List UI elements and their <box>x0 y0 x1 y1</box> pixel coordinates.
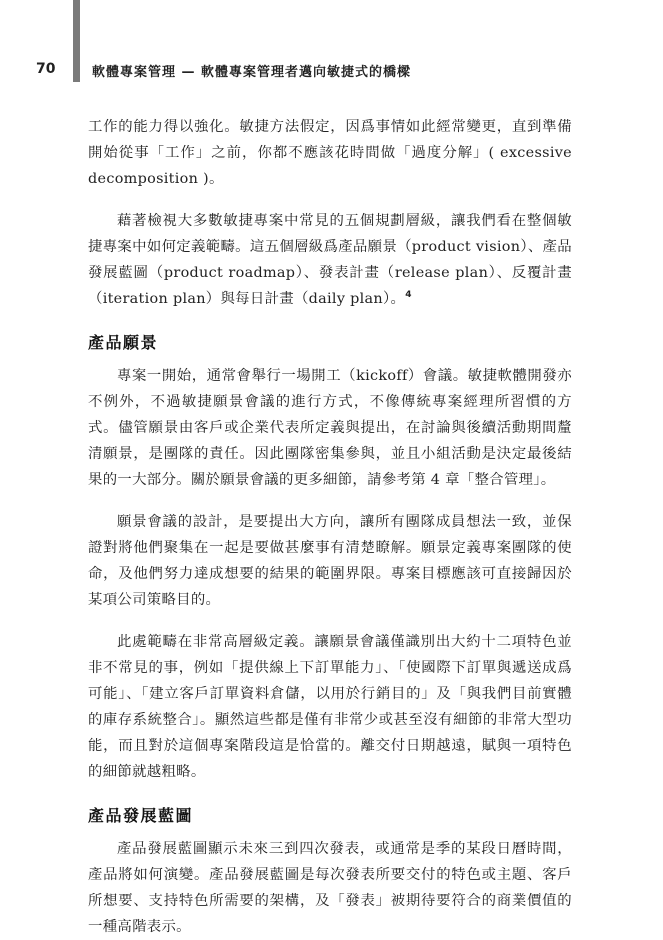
paragraph: 此處範疇在非常高層級定義。讓願景會議僅識別出大約十二項特色並非不常見的事，例如「提供線上下訂單能力」、「使國際下訂單與遞送成爲可能」、「建立客戶訂單資料倉儲，以用於行銷目的」及「與我們目前實體的庫存系統整合」。顯然這些都是僅有非常少或甚至沒有細節的非常大型功能，而且對於這個專案階段這是恰當的。離交付日期越遠，賦與一項特色的細節就越粗略。 <box>88 634 572 780</box>
footnote-marker: 4 <box>405 290 412 301</box>
paragraph: 願景會議的設計，是要提出大方向，讓所有團隊成員想法一致，並保證對將他們聚集在一起是要做甚麼事有清楚瞭解。願景定義專案團隊的使命，及他們努力達成想要的結果的範圍界限。專案目標應該可直接歸因於某項公司策略目的。 <box>88 514 572 608</box>
paragraph: 專案一開始，通常會舉行一場開工（kickoff）會議。敏捷軟體開發亦不例外，不過敏捷願景會議的進行方式，不像傳統專案經理所習慣的方式。儘管願景由客戶或企業代表所定義與提出，在討論與後續活動期間釐清願景，是團隊的責任。因此團隊密集參與，並且小組活動是決定最後結果的一大部分。關於願景會議的更多細節，請參考第 4 章「整合管理」。 <box>88 368 572 488</box>
section-heading: 產品願景 <box>88 333 159 352</box>
section-heading: 產品發展藍圖 <box>88 806 194 825</box>
paragraph <box>88 208 572 312</box>
page-header <box>0 60 663 82</box>
paragraph-text: 藉著檢視大多數敏捷專案中常見的五個規劃層級，讓我們看在整個敏捷專案中如何定義範疇。這五個層級爲產品願景（product vision）、產品發展藍圖（product roadmap）、發表計畫（release plan）、反覆計畫（iteration plan）與每日計畫（daily plan）。 <box>88 213 572 307</box>
paragraph: 工作的能力得以強化。敏捷方法假定，因爲事情如此經常變更，直到準備開始從事「工作」之前，你都不應該花時間做「過度分解」( excessive decomposition )。 <box>88 119 572 187</box>
page-number: 70 <box>36 61 56 77</box>
page-body <box>88 114 572 940</box>
paragraph: 產品發展藍圖顯示未來三到四次發表，或通常是季的某段日曆時間，產品將如何演變。產品發展藍圖是每次發表所要交付的特色或主題、客戶所想要、支持特色所需要的架構，及「發表」被期待要符合的商業價值的一種高階表示。 <box>88 841 572 935</box>
running-head: 軟體專案管理 — 軟體專案管理者邁向敏捷式的橋樑 <box>92 65 412 80</box>
